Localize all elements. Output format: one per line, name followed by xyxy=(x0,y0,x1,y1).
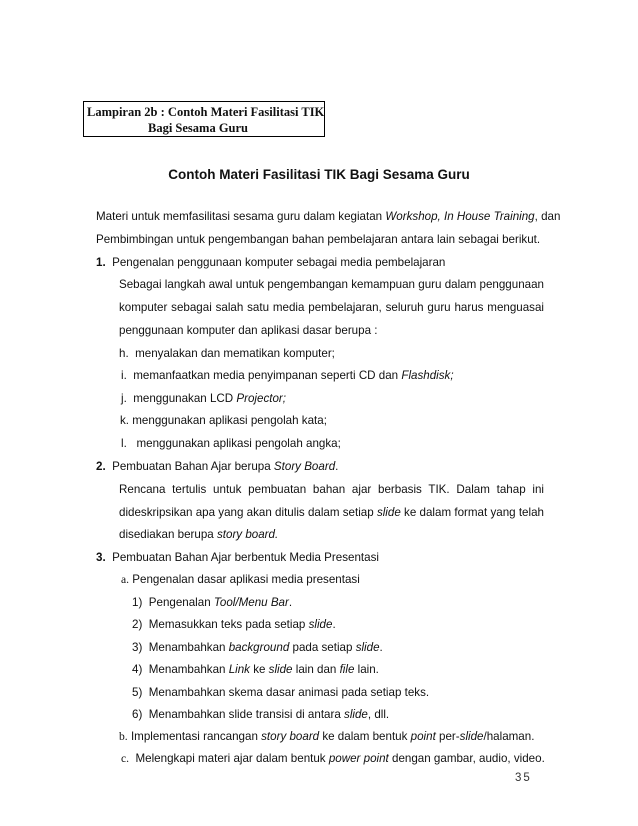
section-1-heading: 1. Pengenalan penggunaan komputer sebagai media pembelajaran xyxy=(96,256,446,269)
appendix-label-line2: Bagi Sesama Guru xyxy=(148,121,249,135)
list-item-i: i. memanfaatkan media penyimpanan seperti CD dan Flashdisk; xyxy=(121,369,454,382)
section-1-para-line-2: komputer sebagai salah satu media pembelajaran, seluruh guru harus menguasai xyxy=(119,301,544,314)
list-item-k: k. menggunakan aplikasi pengolah kata; xyxy=(120,414,327,427)
list-item-l: l. menggunakan aplikasi pengolah angka; xyxy=(121,437,341,450)
appendix-label-line1: Lampiran 2b : Contoh Materi Fasilitasi TIK xyxy=(87,105,325,119)
section-2-para-line-1: Rencana tertulis untuk pembuatan bahan ajar berbasis TIK. Dalam tahap ini xyxy=(119,483,544,496)
step-1: 1) Pengenalan Tool/Menu Bar. xyxy=(132,596,293,609)
step-4: 4) Menambahkan Link ke slide lain dan file lain. xyxy=(132,663,379,676)
step-5: 5) Menambahkan skema dasar animasi pada setiap teks. xyxy=(132,686,430,699)
section-1-para-line-1: Sebagai langkah awal untuk pengembangan kemampuan guru dalam penggunaan xyxy=(119,278,544,291)
page-number: 35 xyxy=(515,772,532,784)
appendix-label-box xyxy=(83,101,325,137)
step-3: 3) Menambahkan background pada setiap slide. xyxy=(132,641,383,654)
sub-item-c: c. Melengkapi materi ajar dalam bentuk power point dengan gambar, audio, video. xyxy=(121,752,545,765)
list-item-h: h. menyalakan dan mematikan komputer; xyxy=(119,347,335,360)
section-3-heading: 3. Pembuatan Bahan Ajar berbentuk Media Presentasi xyxy=(96,551,379,564)
section-1-para-line-3: penggunaan komputer dan aplikasi dasar berupa : xyxy=(119,324,378,337)
intro-line-1: Materi untuk memfasilitasi sesama guru dalam kegiatan Workshop, In House Training, dan xyxy=(96,210,561,223)
sub-item-a: a. Pengenalan dasar aplikasi media presentasi xyxy=(121,573,360,586)
section-2-para-line-3: disediakan berupa story board. xyxy=(119,528,279,541)
section-2-heading: 2. Pembuatan Bahan Ajar berupa Story Board. xyxy=(96,460,339,473)
step-6: 6) Menambahkan slide transisi di antara slide, dll. xyxy=(132,708,390,721)
intro-line-2: Pembimbingan untuk pengembangan bahan pembelajaran antara lain sebagai berikut. xyxy=(96,233,541,246)
document-title: Contoh Materi Fasilitasi TIK Bagi Sesama Guru xyxy=(168,167,470,182)
list-item-j: j. menggunakan LCD Projector; xyxy=(121,392,286,405)
sub-item-b: b. Implementasi rancangan story board ke dalam bentuk point per-slide/halaman. xyxy=(119,730,535,743)
step-2: 2) Memasukkan teks pada setiap slide. xyxy=(132,618,336,631)
section-2-para-line-2: dideskripsikan apa yang akan ditulis dalam setiap slide ke dalam format yang telah xyxy=(119,506,544,519)
